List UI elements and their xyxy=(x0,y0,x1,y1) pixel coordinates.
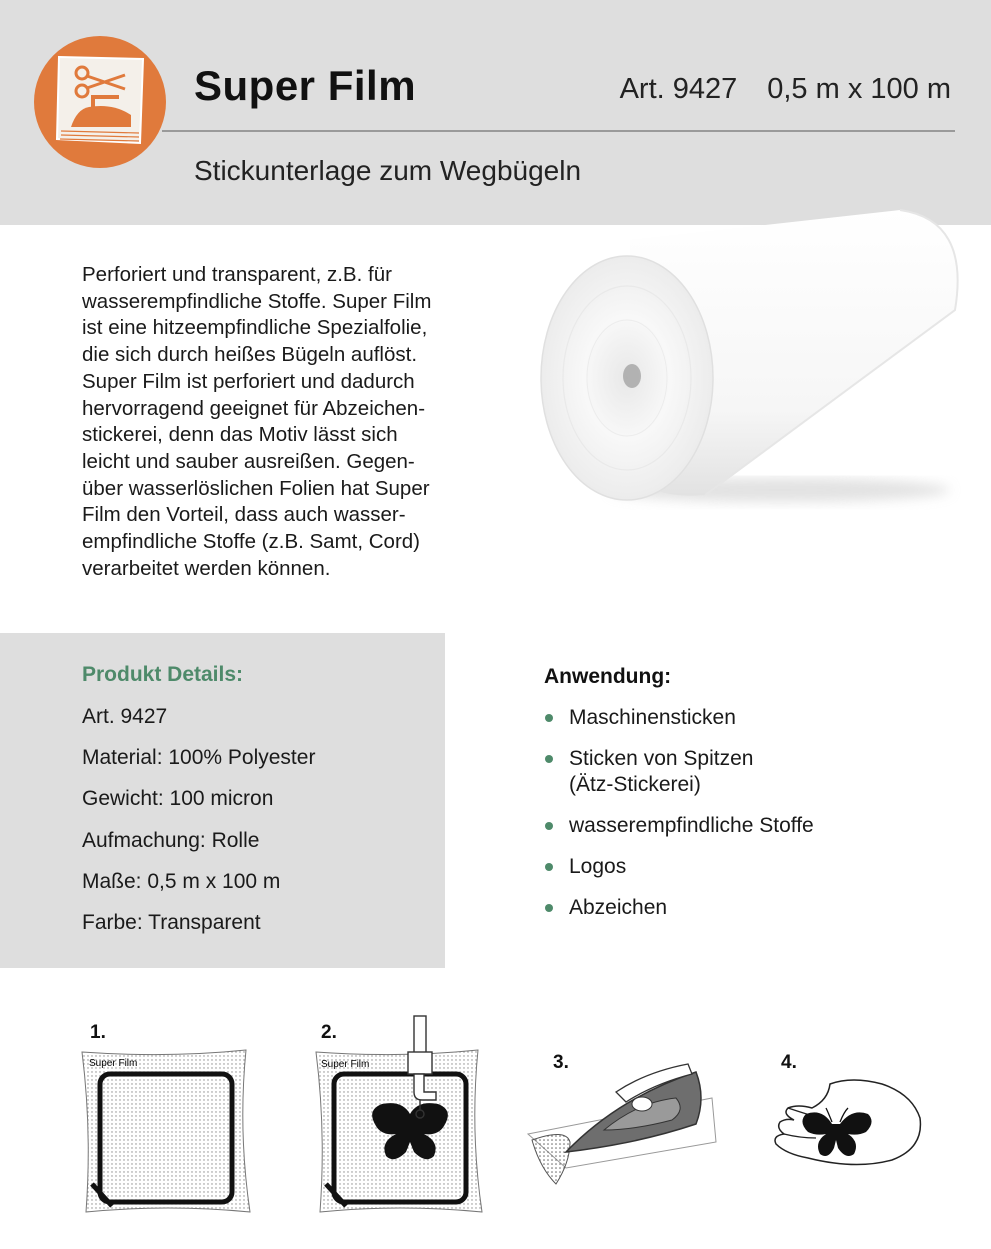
roll-dimensions: 0,5 m x 100 m xyxy=(767,73,951,105)
detail-weight: Gewicht: 100 micron xyxy=(82,787,274,811)
product-description xyxy=(82,262,502,582)
step-1-number: 1. xyxy=(90,1022,106,1043)
detail-material: Material: 100% Polyester xyxy=(82,746,316,770)
brand-logo-icon xyxy=(33,35,167,169)
step-3-number: 3. xyxy=(553,1052,569,1073)
application-list xyxy=(544,705,814,936)
product-roll-image xyxy=(530,200,970,510)
bullet-icon xyxy=(545,755,553,763)
application-title: Anwendung: xyxy=(544,665,672,688)
detail-article: Art. 9427 xyxy=(82,705,168,728)
application-item-label: Maschinensticken xyxy=(569,706,736,729)
step-3-illustration xyxy=(526,1058,720,1188)
step-4-illustration xyxy=(772,1078,924,1170)
application-item xyxy=(544,895,814,921)
step-1-illustration xyxy=(78,1046,256,1216)
header-divider xyxy=(162,130,955,132)
application-item-label: Abzeichen xyxy=(569,896,668,919)
product-details-list xyxy=(82,703,315,950)
article-header xyxy=(620,73,951,106)
detail-dimensions: Maße: 0,5 m x 100 m xyxy=(82,869,281,893)
application-item-label: wasserempfindliche Stoffe xyxy=(569,814,814,837)
product-details-title: Produkt Details: xyxy=(82,663,244,686)
step-2-illustration xyxy=(310,1014,490,1216)
step-2-number: 2. xyxy=(321,1022,337,1043)
detail-color: Farbe: Transparent xyxy=(82,910,261,934)
sheet-label: Super Film xyxy=(321,1059,370,1070)
application-item-label: Logos xyxy=(569,855,627,878)
application-item xyxy=(544,813,814,839)
application-item xyxy=(544,854,814,880)
application-item xyxy=(544,746,814,798)
bullet-icon xyxy=(545,714,553,722)
step-4-number: 4. xyxy=(781,1052,797,1073)
sheet-label: Super Film xyxy=(89,1058,138,1069)
description-text: Perforiert und transparent, z.B. für wasserempfindliche Stoffe. Super Film ist eine hitzeempfindliche Spezialfolie, die sich durch heißes Bügeln auflöst. Super Film ist perforiert und dadurch hervorragend geeignet für Abzeichen- stickerei, denn das Motiv lässt sich leicht und sauber ausreißen. Gegen- über wasserlöslichen Folien hat Super Film den Vorteil, dass auch wasser- empfindliche Stoffe (z.B. Samt, Cord) verarbeitet werden können. xyxy=(82,263,432,580)
application-item xyxy=(544,705,814,731)
page-subtitle: Stickunterlage zum Wegbügeln xyxy=(194,155,582,186)
article-number: Art. 9427 xyxy=(619,73,738,105)
page-title: Super Film xyxy=(194,62,417,109)
bullet-icon xyxy=(545,822,553,830)
detail-packaging: Aufmachung: Rolle xyxy=(82,828,260,852)
bullet-icon xyxy=(545,904,553,912)
application-item-label: Sticken von Spitzen (Ätz-Stickerei) xyxy=(569,747,754,796)
bullet-icon xyxy=(545,863,553,871)
